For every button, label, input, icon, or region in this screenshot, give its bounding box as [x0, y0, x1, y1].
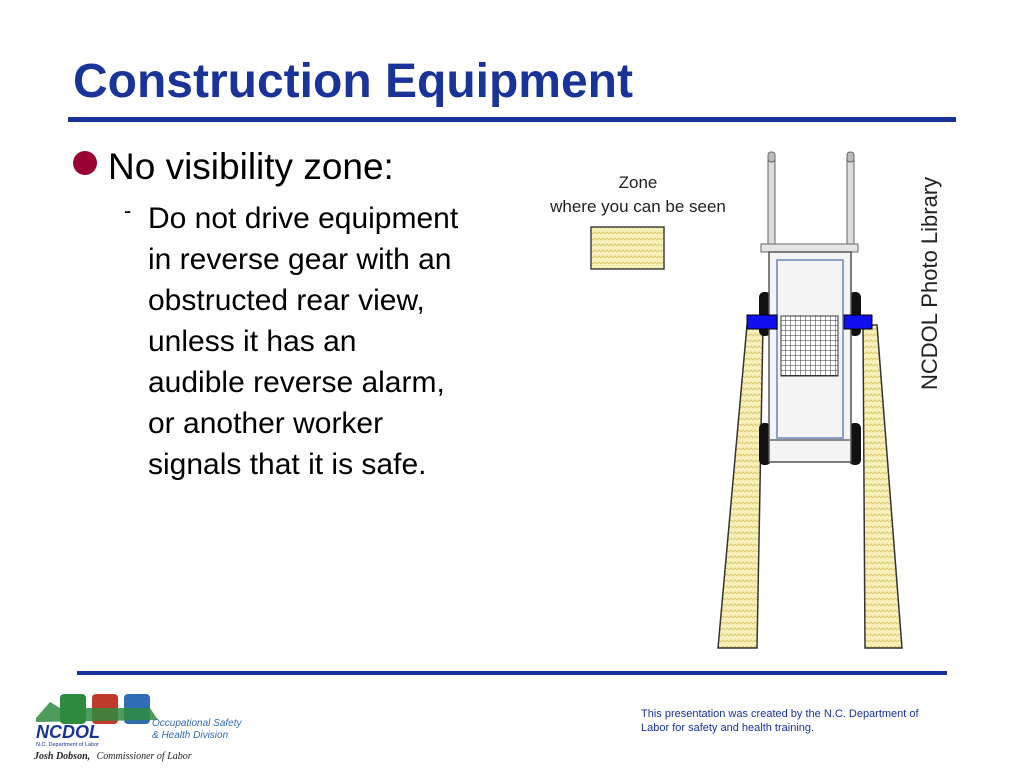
logo-text: NCDOL [36, 722, 100, 742]
blue-bar-left [747, 315, 777, 329]
title-divider [68, 117, 956, 122]
bullet-heading: No visibility zone: [108, 146, 394, 187]
visible-zone-right [863, 325, 902, 648]
sub-line: Do not drive equipment [148, 202, 459, 235]
commissioner-name: Josh Dobson, [34, 751, 91, 762]
footer-divider [77, 671, 947, 675]
division-line-1: Occupational Safety [152, 718, 242, 729]
slide-title: Construction Equipment [73, 55, 633, 108]
legend-swatch [591, 227, 664, 269]
bullet-dot-icon [73, 151, 97, 175]
sub-line: in reverse gear with an [148, 243, 452, 276]
visible-zone-left [718, 325, 763, 648]
photo-credit: NCDOL Photo Library [917, 176, 942, 390]
sub-line: unless it has an [148, 325, 357, 358]
legend-title: Zone [618, 173, 658, 192]
blue-bar-right [844, 315, 872, 329]
commissioner-title: Commissioner of Labor [96, 751, 192, 762]
sub-line: signals that it is safe. [148, 448, 427, 481]
sub-line: obstructed rear view, [148, 284, 425, 317]
sub-line: audible reverse alarm, [148, 366, 445, 399]
footer-note-line: Labor for safety and health training. [641, 722, 815, 734]
seat-grid [781, 316, 838, 376]
footer-note-line: This presentation was created by the N.C. Department of [641, 708, 919, 720]
mast-rail-left [768, 158, 775, 248]
legend-subtitle: where you can be seen [550, 197, 726, 216]
logo-subtext: N.C. Department of Labor [36, 742, 99, 748]
sub-bullet-text [148, 198, 518, 485]
division-line-2: & Health Division [152, 730, 229, 741]
commissioner-line [33, 751, 192, 762]
fork-crossbar [761, 244, 858, 252]
mast-tip-left [768, 152, 775, 162]
footer-note [641, 707, 961, 735]
visibility-zone-diagram [525, 140, 955, 660]
mast-rail-right [847, 158, 854, 248]
mast-tip-right [847, 152, 854, 162]
sub-line: or another worker [148, 407, 384, 440]
ncdol-logo [30, 688, 270, 764]
sub-bullet-dash: - [124, 198, 132, 223]
